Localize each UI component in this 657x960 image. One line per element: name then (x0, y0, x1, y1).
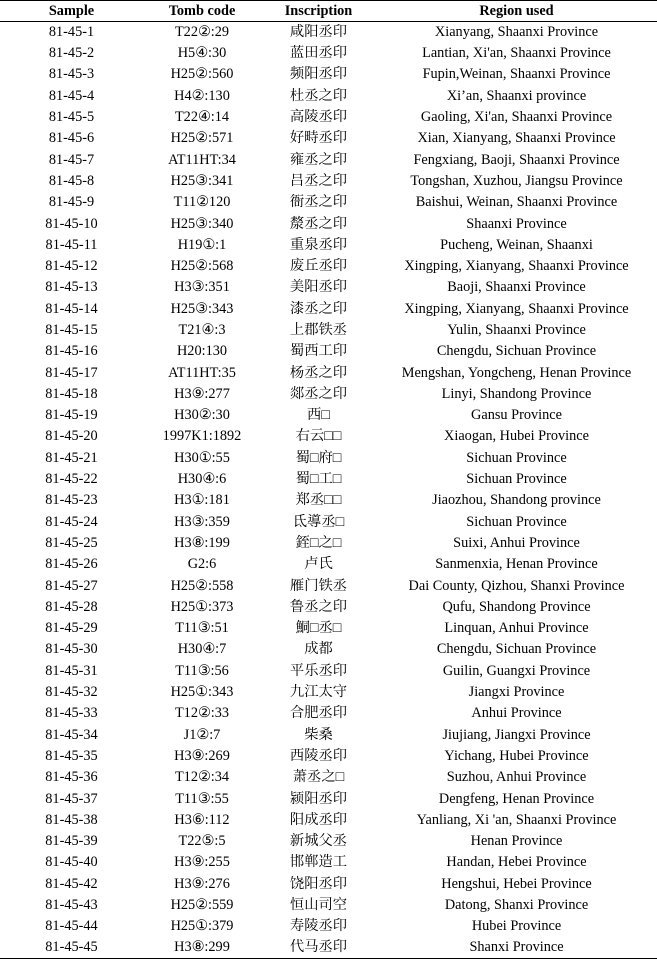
cell-tomb-code: H25②:558 (170, 577, 234, 594)
cell-region: Chengdu, Sichuan Province (436, 343, 597, 360)
cell-tomb-code: T12②:34 (174, 769, 230, 786)
table-row (0, 213, 657, 234)
table-row (0, 916, 657, 937)
cell-tomb-code: T11③:56 (175, 662, 229, 679)
cell-region: Jiujiang, Jiangxi Province (442, 726, 591, 743)
table-body (0, 22, 657, 959)
cell-sample: 81-45-18 (45, 385, 98, 402)
table-row (0, 575, 657, 596)
cell-sample: 81-45-20 (45, 428, 98, 445)
cell-region: Fupin,Weinan, Shaanxi Province (422, 66, 611, 83)
cell-sample: 81-45-30 (45, 641, 98, 658)
table-row (0, 86, 657, 107)
header-sample: Sample (0, 1, 143, 22)
cell-region: Gaoling, Xi'an, Shaanxi Province (420, 109, 613, 126)
table-row (0, 384, 657, 405)
cell-region: Jiangxi Province (468, 684, 565, 701)
table-row (0, 618, 657, 639)
cell-region: Yulin, Shaanxi Province (447, 322, 586, 338)
cell-sample: 81-45-22 (45, 471, 98, 488)
cell-inscription: 成都 (304, 641, 333, 658)
table-row (0, 22, 657, 44)
cell-tomb-code: H3⑧:299 (143, 937, 261, 959)
cell-tomb-code: H25①:343 (170, 684, 234, 701)
cell-tomb-code: T11②120 (173, 194, 231, 211)
cell-sample: 81-45-19 (45, 407, 98, 424)
cell-inscription: 鮦□丞□ (295, 620, 342, 637)
cell-region: Xianyang, Shaanxi Province (434, 24, 599, 40)
cell-sample: 81-45-36 (45, 769, 98, 786)
cell-inscription: 吕丞之印 (289, 172, 348, 189)
cell-inscription: 阳成丞印 (289, 811, 348, 828)
cell-region: Handan, Hebei Province (446, 854, 587, 871)
cell-inscription: 漦丞之印 (289, 215, 348, 232)
cell-region: Datong, Shanxi Province (444, 897, 589, 914)
cell-inscription: 衙丞之印 (289, 194, 348, 211)
cell-tomb-code: H25①:379 (170, 918, 234, 935)
cell-region: Sichuan Province (466, 449, 567, 466)
cell-sample: 81-45-45 (0, 937, 143, 959)
cell-region: Pucheng, Weinan, Shaanxi (440, 236, 593, 253)
table-row (0, 341, 657, 362)
table-row (0, 937, 657, 959)
cell-sample: 81-45-11 (45, 236, 98, 253)
cell-sample: 81-45-10 (45, 215, 98, 232)
cell-sample: 81-45-42 (45, 875, 98, 892)
cell-sample: 81-45-9 (48, 194, 95, 211)
table-row (0, 64, 657, 85)
cell-region: Xingping, Xianyang, Shaanxi Province (404, 258, 629, 275)
cell-sample: 81-45-37 (45, 790, 98, 807)
cell-inscription: 銍□之□ (295, 534, 342, 551)
cell-tomb-code: H3⑨:276 (174, 875, 230, 892)
header-region: Region used (376, 1, 657, 22)
table-row (0, 256, 657, 277)
table-row (0, 810, 657, 831)
cell-sample: 81-45-7 (48, 151, 95, 168)
cell-tomb-code: H25②:559 (170, 897, 234, 914)
cell-tomb-code: AT11HT:34 (168, 151, 236, 168)
cell-inscription: 西陵丞印 (289, 747, 348, 764)
cell-tomb-code: H25③:341 (170, 172, 234, 189)
table-row (0, 874, 657, 895)
cell-tomb-code: H3③:351 (174, 279, 230, 296)
cell-tomb-code: H3③:359 (174, 513, 230, 530)
cell-sample: 81-45-26 (45, 556, 98, 573)
cell-tomb-code: T11③:51 (175, 620, 229, 637)
cell-tomb-code: H25③:343 (170, 300, 234, 317)
cell-inscription: 郑丞□□ (295, 492, 342, 509)
table-row (0, 490, 657, 511)
cell-region: Lantian, Xi'an, Shaanxi Province (422, 45, 611, 62)
cell-inscription: 柴桑 (304, 726, 333, 743)
cell-inscription: 西□ (307, 407, 330, 424)
cell-sample: 81-45-14 (45, 300, 98, 317)
cell-tomb-code: H25②:560 (170, 66, 234, 83)
table-row (0, 171, 657, 192)
cell-inscription: 合肥丞印 (289, 705, 348, 722)
cell-region: Linquan, Anhui Province (444, 620, 589, 637)
table-row (0, 320, 657, 341)
cell-inscription: 咸阳丞印 (289, 24, 348, 40)
table-row (0, 149, 657, 170)
cell-region: Xi’an, Shaanxi province (446, 87, 587, 104)
cell-region: Mengshan, Yongcheng, Henan Province (401, 364, 632, 381)
cell-tomb-code: H30②:30 (174, 407, 230, 424)
table-row (0, 277, 657, 298)
cell-region: Linyi, Shandong Province (441, 385, 592, 402)
cell-region: Qufu, Shandong Province (442, 598, 591, 615)
cell-region: Shanxi Province (376, 937, 657, 959)
cell-inscription: 雁门铁丞 (289, 577, 348, 594)
cell-region: Sichuan Province (466, 513, 567, 530)
cell-region: Anhui Province (471, 705, 562, 722)
cell-sample: 81-45-34 (45, 726, 98, 743)
cell-region: Sichuan Province (466, 471, 567, 488)
cell-tomb-code: H25②:568 (170, 258, 234, 275)
cell-region: Dai County, Qizhou, Shanxi Province (408, 577, 625, 594)
cell-tomb-code: H3①:181 (174, 492, 230, 509)
cell-region: Xian, Xianyang, Shaanxi Province (417, 130, 616, 147)
cell-region: Guilin, Guangxi Province (442, 662, 591, 679)
cell-inscription: 上郡铁丞 (289, 322, 348, 338)
cell-tomb-code: T22②:29 (174, 24, 230, 40)
cell-sample: 81-45-12 (45, 258, 98, 275)
cell-sample: 81-45-40 (45, 854, 98, 871)
cell-inscription: 平乐丞印 (289, 662, 348, 679)
cell-sample: 81-45-16 (45, 343, 98, 360)
cell-region: Suixi, Anhui Province (453, 534, 580, 551)
cell-inscription: 蜀西工印 (289, 343, 348, 360)
cell-tomb-code: AT11HT:35 (168, 364, 236, 381)
cell-inscription: 萧丞之□ (292, 769, 345, 786)
cell-inscription: 杨丞之印 (289, 364, 348, 381)
table-row (0, 831, 657, 852)
cell-inscription: 重泉丞印 (289, 236, 348, 253)
cell-sample: 81-45-44 (45, 918, 98, 935)
cell-tomb-code: H30①:55 (174, 449, 230, 466)
cell-sample: 81-45-4 (48, 87, 95, 104)
header-inscription: Inscription (261, 1, 376, 22)
table-row (0, 512, 657, 533)
cell-sample: 81-45-38 (45, 811, 98, 828)
cell-inscription: 频阳丞印 (289, 66, 348, 83)
cell-inscription: 雍丞之印 (289, 151, 348, 168)
table-row (0, 639, 657, 660)
cell-tomb-code: H25②:571 (170, 130, 234, 147)
cell-inscription: 恒山司空 (289, 897, 348, 914)
cell-inscription: 九江太守 (289, 684, 348, 701)
cell-sample: 81-45-29 (45, 620, 98, 637)
cell-sample: 81-45-43 (45, 897, 98, 914)
cell-sample: 81-45-6 (48, 130, 95, 147)
cell-tomb-code: H30④:6 (177, 471, 227, 488)
table-row (0, 682, 657, 703)
cell-tomb-code: H25①:373 (170, 598, 234, 615)
cell-region: Shaanxi Province (466, 215, 567, 232)
cell-inscription: 代马丞印 (261, 937, 376, 959)
cell-tomb-code: H5④:30 (177, 45, 227, 62)
cell-inscription: 饶阳丞印 (289, 875, 348, 892)
table-row (0, 43, 657, 64)
cell-region: Tongshan, Xuzhou, Jiangsu Province (410, 172, 623, 189)
cell-region: Xiaogan, Hubei Province (444, 428, 589, 445)
table-row (0, 895, 657, 916)
cell-region: Fengxiang, Baoji, Shaanxi Province (413, 151, 620, 168)
cell-sample: 81-45-23 (45, 492, 98, 509)
cell-region: Hengshui, Hebei Province (441, 875, 592, 892)
cell-region: Yanliang, Xi 'an, Shaanxi Province (416, 811, 617, 828)
table-row (0, 661, 657, 682)
cell-sample: 81-45-28 (45, 598, 98, 615)
cell-sample: 81-45-33 (45, 705, 98, 722)
table-row (0, 128, 657, 149)
cell-tomb-code: T21④:3 (178, 322, 226, 338)
cell-sample: 81-45-39 (45, 833, 98, 850)
cell-tomb-code: H3⑧:199 (174, 534, 230, 551)
table-row (0, 852, 657, 873)
table-row (0, 362, 657, 383)
cell-tomb-code: H3⑨:269 (174, 747, 230, 764)
cell-inscription: 郯丞之印 (289, 385, 348, 402)
cell-inscription: 蜀□府□ (295, 449, 342, 466)
cell-region: Yichang, Hubei Province (444, 747, 589, 764)
cell-region: Xingping, Xianyang, Shaanxi Province (404, 300, 629, 317)
cell-region: Gansu Province (471, 407, 562, 424)
table-row (0, 746, 657, 767)
cell-tomb-code: J1②:7 (183, 726, 221, 743)
cell-inscription: 好畤丞印 (289, 130, 348, 147)
cell-inscription: 蜀□工□ (295, 471, 342, 488)
cell-sample: 81-45-32 (45, 684, 98, 701)
cell-inscription: 杜丞之印 (289, 87, 348, 104)
table-row (0, 703, 657, 724)
table-row (0, 788, 657, 809)
cell-tomb-code: T12②:33 (174, 705, 230, 722)
cell-region: Jiaozhou, Shandong province (432, 492, 601, 509)
cell-sample: 81-45-21 (45, 449, 98, 466)
table-row (0, 107, 657, 128)
cell-sample: 81-45-15 (45, 322, 98, 338)
cell-inscription: 美阳丞印 (289, 279, 348, 296)
cell-tomb-code: H20:130 (176, 343, 228, 360)
cell-region: Suzhou, Anhui Province (446, 769, 587, 786)
cell-inscription: 卢氏 (304, 556, 333, 573)
table-row (0, 426, 657, 447)
table-row (0, 725, 657, 746)
cell-sample: 81-45-17 (45, 364, 98, 381)
table-row (0, 554, 657, 575)
cell-region: Sanmenxia, Henan Province (435, 556, 598, 573)
table-row (0, 767, 657, 788)
cell-tomb-code: H3⑨:255 (174, 854, 230, 871)
cell-inscription: 废丘丞印 (289, 258, 348, 275)
cell-sample: 81-45-35 (45, 747, 98, 764)
cell-sample: 81-45-5 (48, 109, 95, 126)
cell-sample: 81-45-27 (45, 577, 98, 594)
cell-region: Dengfeng, Henan Province (438, 790, 595, 807)
cell-inscription: 邯郸造工 (289, 854, 348, 871)
cell-inscription: 高陵丞印 (289, 109, 348, 126)
cell-region: Chengdu, Sichuan Province (436, 641, 597, 658)
table-header (0, 1, 657, 22)
cell-inscription: 鲁丞之印 (289, 598, 348, 615)
cell-region: Baishui, Weinan, Shaanxi Province (415, 194, 618, 211)
cell-inscription: 氐導丞□ (292, 513, 345, 530)
cell-tomb-code: H19①:1 (177, 236, 227, 253)
table-row (0, 235, 657, 256)
cell-tomb-code: T22⑤:5 (178, 833, 226, 850)
table-row (0, 533, 657, 554)
table-row (0, 405, 657, 426)
cell-inscription: 新城父丞 (289, 833, 348, 850)
header-tomb-code: Tomb code (143, 1, 261, 22)
table-row (0, 448, 657, 469)
cell-tomb-code: H25③:340 (170, 215, 234, 232)
table-row (0, 299, 657, 320)
cell-region: Baoji, Shaanxi Province (447, 279, 586, 296)
cell-tomb-code: T22④:14 (174, 109, 230, 126)
cell-sample: 81-45-1 (48, 24, 95, 40)
cell-inscription: 颍阳丞印 (289, 790, 348, 807)
cell-inscription: 右云□□ (295, 428, 342, 445)
cell-sample: 81-45-2 (48, 45, 95, 62)
cell-tomb-code: H4②:130 (174, 87, 230, 104)
cell-tomb-code: G2:6 (187, 556, 217, 573)
cell-tomb-code: T11③:55 (175, 790, 229, 807)
cell-sample: 81-45-24 (45, 513, 98, 530)
header-row (0, 1, 657, 22)
cell-region: Hubei Province (471, 918, 562, 935)
cell-inscription: 寿陵丞印 (289, 918, 348, 935)
cell-inscription: 漆丞之印 (289, 300, 348, 317)
cell-sample: 81-45-8 (48, 172, 95, 189)
table-row (0, 469, 657, 490)
cell-tomb-code: H30④:7 (177, 641, 227, 658)
cell-sample: 81-45-31 (45, 662, 98, 679)
cell-region: Henan Province (470, 833, 563, 850)
cell-sample: 81-45-3 (48, 66, 95, 83)
cell-inscription: 蓝田丞印 (289, 45, 348, 62)
cell-sample: 81-45-25 (45, 534, 98, 551)
table-row (0, 597, 657, 618)
table-row (0, 192, 657, 213)
cell-tomb-code: 1997K1:1892 (162, 428, 242, 445)
cell-tomb-code: H3⑥:112 (174, 811, 230, 828)
cell-sample: 81-45-13 (45, 279, 98, 296)
cell-tomb-code: H3⑨:277 (174, 385, 230, 402)
